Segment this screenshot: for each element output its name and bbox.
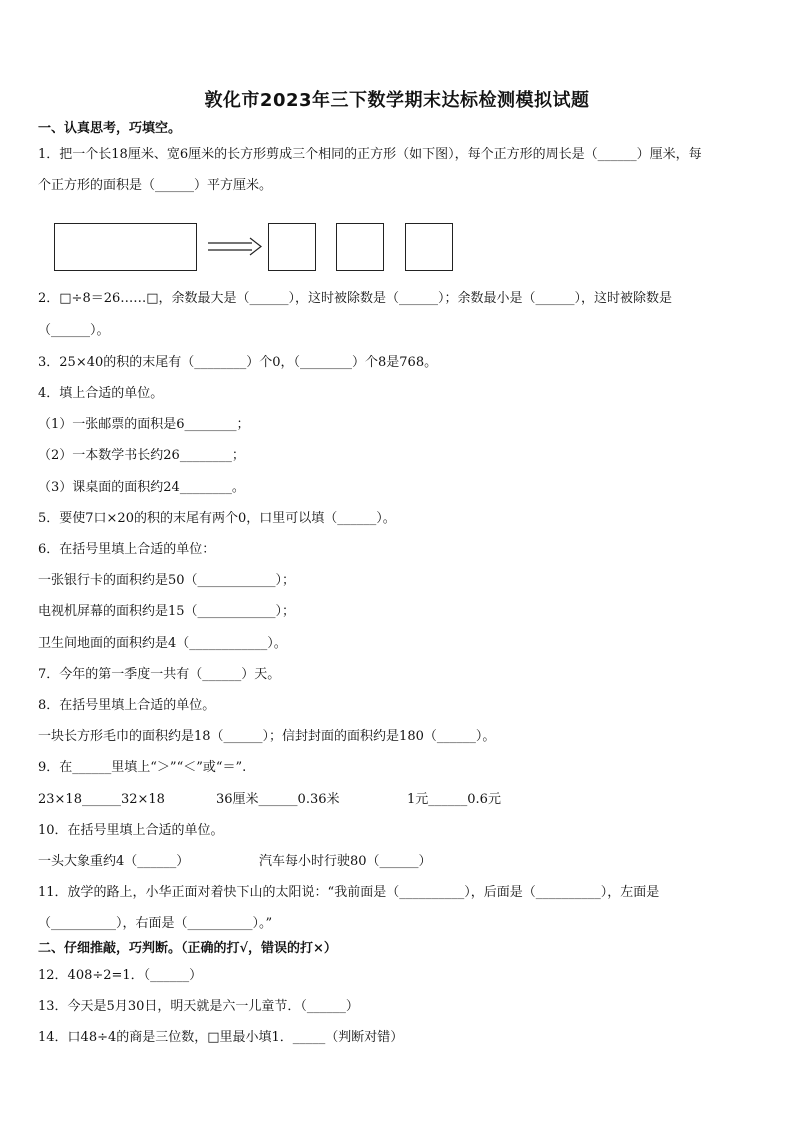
- question-11-line-2: （__________），右面是（__________）。”: [38, 916, 273, 931]
- question-9: 9．在______里填上“＞”“＜”或“＝”.: [38, 760, 247, 775]
- question-13: 13．今天是5月30日，明天就是六一儿童节．（______）: [38, 999, 359, 1014]
- square-figure-3: [405, 223, 453, 271]
- question-6-item-3: 卫生间地面的面积约是4（____________）。: [38, 636, 287, 651]
- question-4-item-2: （2）一本数学书长约26________；: [38, 448, 245, 463]
- arrow-shape: [208, 238, 261, 255]
- square-figure-1: [268, 223, 316, 271]
- question-12: 12．408÷2=1．（______）: [38, 968, 203, 983]
- question-6: 6．在括号里填上合适的单位：: [38, 542, 216, 557]
- question-9-item-c: 1元______0.6元: [407, 792, 501, 807]
- question-8-item-1: 一块长方形毛巾的面积约是18（______）；信封封面的面积约是180（______）。: [38, 729, 496, 744]
- page-title: 敦化市2023年三下数学期末达标检测模拟试题: [204, 90, 590, 111]
- question-11-line-1: 11．放学的路上，小华正面对着快下山的太阳说：“我前面是（__________），后面是（__________），左面是: [38, 885, 660, 900]
- question-8: 8．在括号里填上合适的单位。: [38, 698, 216, 713]
- question-5: 5．要使7口×20的积的末尾有两个0，口里可以填（______）。: [38, 511, 396, 526]
- section-1-heading: 一、认真思考，巧填空。: [38, 121, 182, 136]
- question-9-item-b: 36厘米______0.36米: [216, 792, 340, 807]
- question-6-item-2: 电视机屏幕的面积约是15（____________）；: [38, 604, 296, 619]
- question-9-item-a: 23×18______32×18: [38, 792, 165, 807]
- question-4: 4．填上合适的单位。: [38, 386, 164, 401]
- question-3: 3．25×40的积的末尾有（________）个0，（________）个8是768。: [38, 355, 438, 370]
- question-10-item-b: 汽车每小时行驶80（______）: [259, 854, 432, 869]
- question-10-item-a: 一头大象重约4（______）: [38, 854, 190, 869]
- question-2-line-1: 2．□÷8＝26……□，余数最大是（______），这时被除数是（______）；余数最小是（______），这时被除数是: [38, 291, 673, 306]
- question-14: 14．口48÷4的商是三位数，□里最小填1．_____（判断对错）: [38, 1030, 404, 1045]
- question-6-item-1: 一张银行卡的面积约是50（____________）；: [38, 573, 296, 588]
- question-2-line-2: （______）。: [38, 323, 110, 338]
- question-7: 7．今年的第一季度一共有（______）天。: [38, 667, 281, 682]
- question-1-line-2: 个正方形的面积是（______）平方厘米。: [38, 178, 273, 193]
- section-2-heading: 二、仔细推敲，巧判断。（正确的打√，错误的打×）: [38, 941, 337, 956]
- question-10: 10．在括号里填上合适的单位。: [38, 823, 224, 838]
- question-4-item-3: （3）课桌面的面积约24________。: [38, 480, 245, 495]
- question-1-line-1: 1．把一个长18厘米、宽6厘米的长方形剪成三个相同的正方形（如下图），每个正方形的周长是（______）厘米，每: [38, 147, 702, 162]
- rectangle-figure: [54, 223, 197, 271]
- question-4-item-1: （1）一张邮票的面积是6________；: [38, 417, 250, 432]
- square-figure-2: [336, 223, 384, 271]
